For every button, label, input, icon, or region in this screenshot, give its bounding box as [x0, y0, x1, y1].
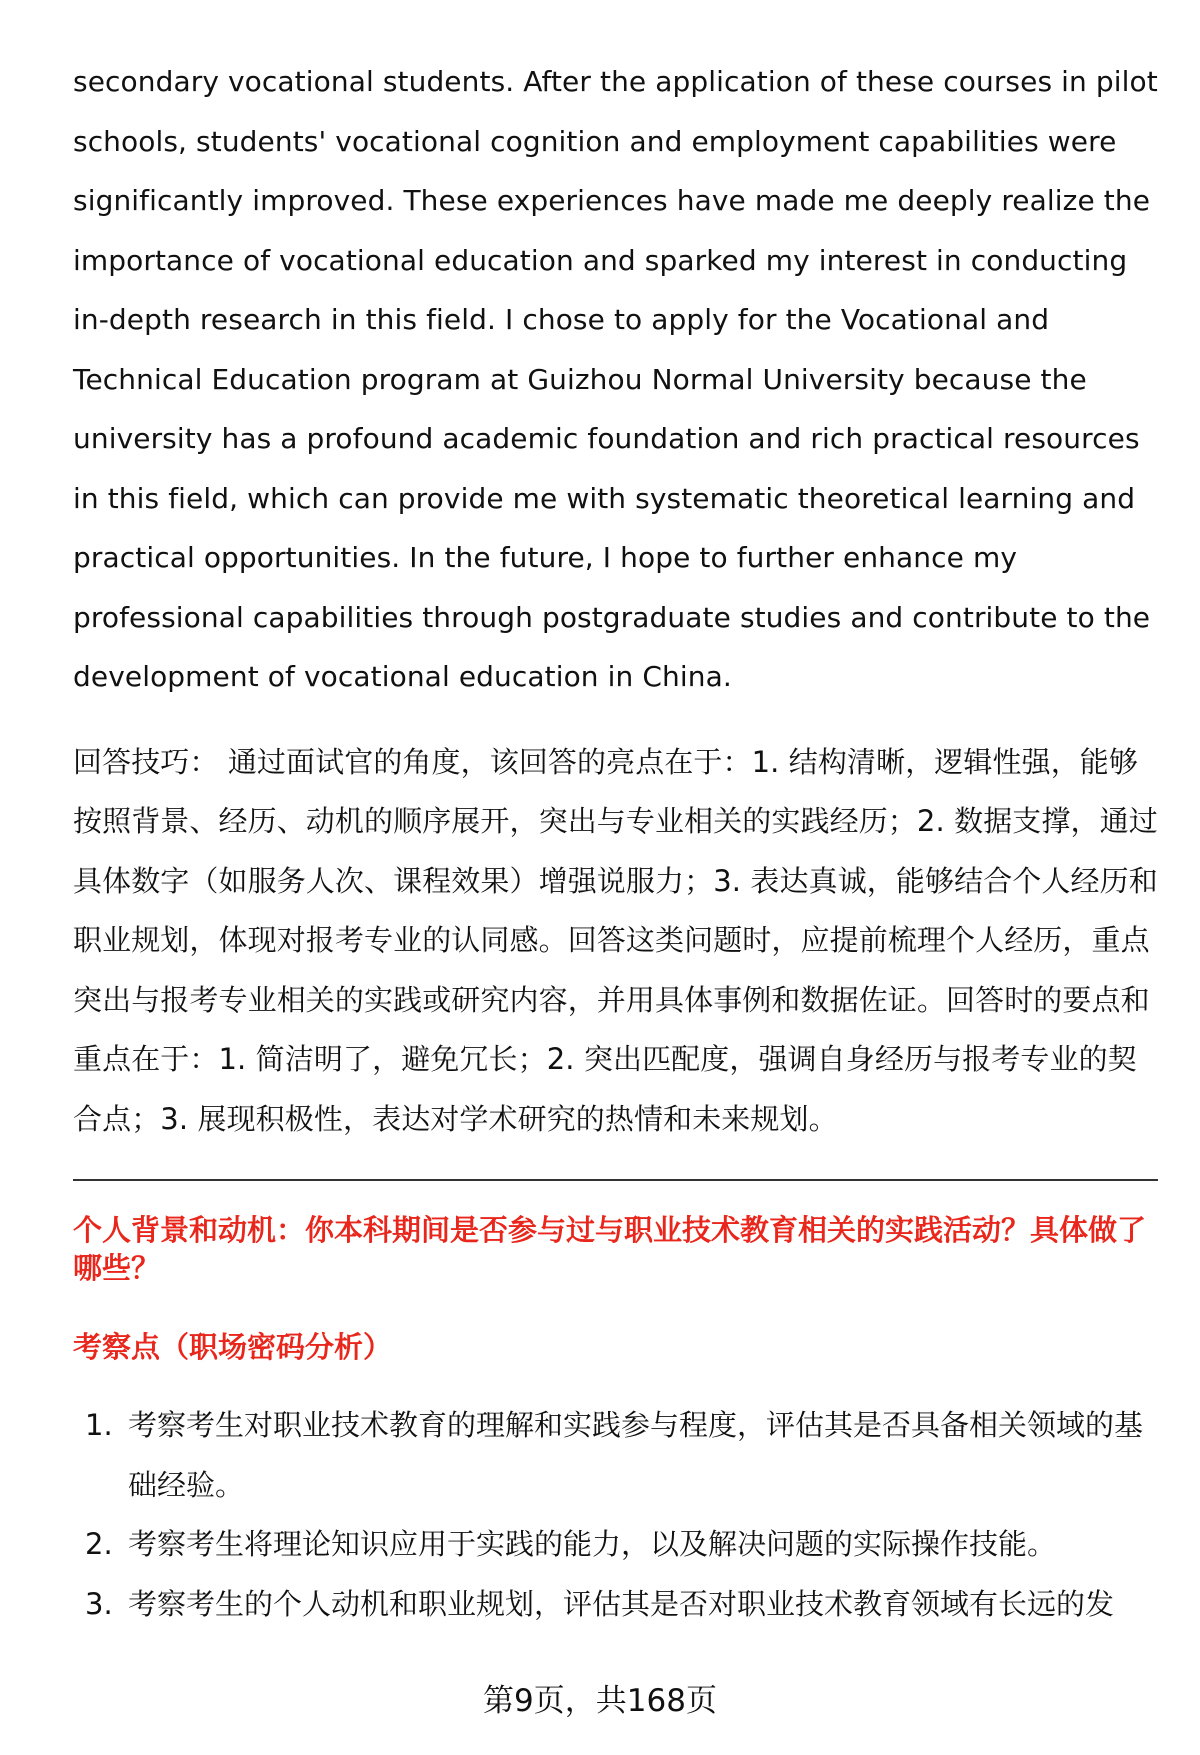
list-item-text: 考察考生将理论知识应用于实践的能力，以及解决问题的实际操作技能。 [128, 1527, 1057, 1561]
assessment-points-list [73, 1396, 1158, 1634]
list-item-number: 3. [85, 1586, 113, 1621]
section-divider [73, 1179, 1158, 1181]
list-item-text: 考察考生对职业技术教育的理解和实践参与程度，评估其是否具备相关领域的基础经验。 [128, 1408, 1144, 1502]
list-item [73, 1575, 1158, 1635]
list-item [73, 1515, 1158, 1575]
page-footer: 第9页，共168页 [483, 1683, 717, 1719]
list-item-number: 1. [85, 1408, 113, 1442]
list-item-number: 2. [85, 1527, 113, 1561]
section-title: 考察点（职场密码分析） [73, 1330, 393, 1364]
question-heading: 个人背景和动机：你本科期间是否参与过与职业技术教育相关的实践活动？具体做了哪些？ [73, 1213, 1147, 1285]
list-item-text: 考察考生的个人动机和职业规划，评估其是否对职业技术教育领域有长远的发 [128, 1586, 1115, 1621]
english-paragraph: secondary vocational students. After the application of these courses in pilot schools, students' vocational cognition and employment capabilities were significantly improved. These experiences have made me deeply realize the importance of vocational education and sparked my interest in conducting in-depth research in this field. I chose to apply for the Vocational and Technical Education program at Guizhou Normal University because the university has a profound academic foundation and rich practical resources in this field, which can provide me with systematic theoretical learning and practical opportunities. In the future, I hope to further enhance my professional capabilities through postgraduate studies and contribute to the development of vocational education in China. [73, 65, 1158, 693]
answer-tips-paragraph: 回答技巧： 通过面试官的角度，该回答的亮点在于：1. 结构清晰，逻辑性强，能够按照背景、经历、动机的顺序展开，突出与专业相关的实践经历；2. 数据支撑，通过具体数字（如服务人次、课程效果）增强说服力；3. 表达真诚，能够结合个人经历和职业规划，体现对报考专业的认同感。回答这类问题时，应提前梳理个人经历，重点突出与报考专业相关的实践或研究内容，并用具体事例和数据佐证。回答时的要点和重点在于：1. 简洁明了，避免冗长；2. 突出匹配度，强调自身经历与报考专业的契合点；3. 展现积极性，表达对学术研究的热情和未来规划。 [73, 744, 1158, 1136]
document-page [73, 52, 1158, 1634]
list-item [73, 1396, 1158, 1515]
